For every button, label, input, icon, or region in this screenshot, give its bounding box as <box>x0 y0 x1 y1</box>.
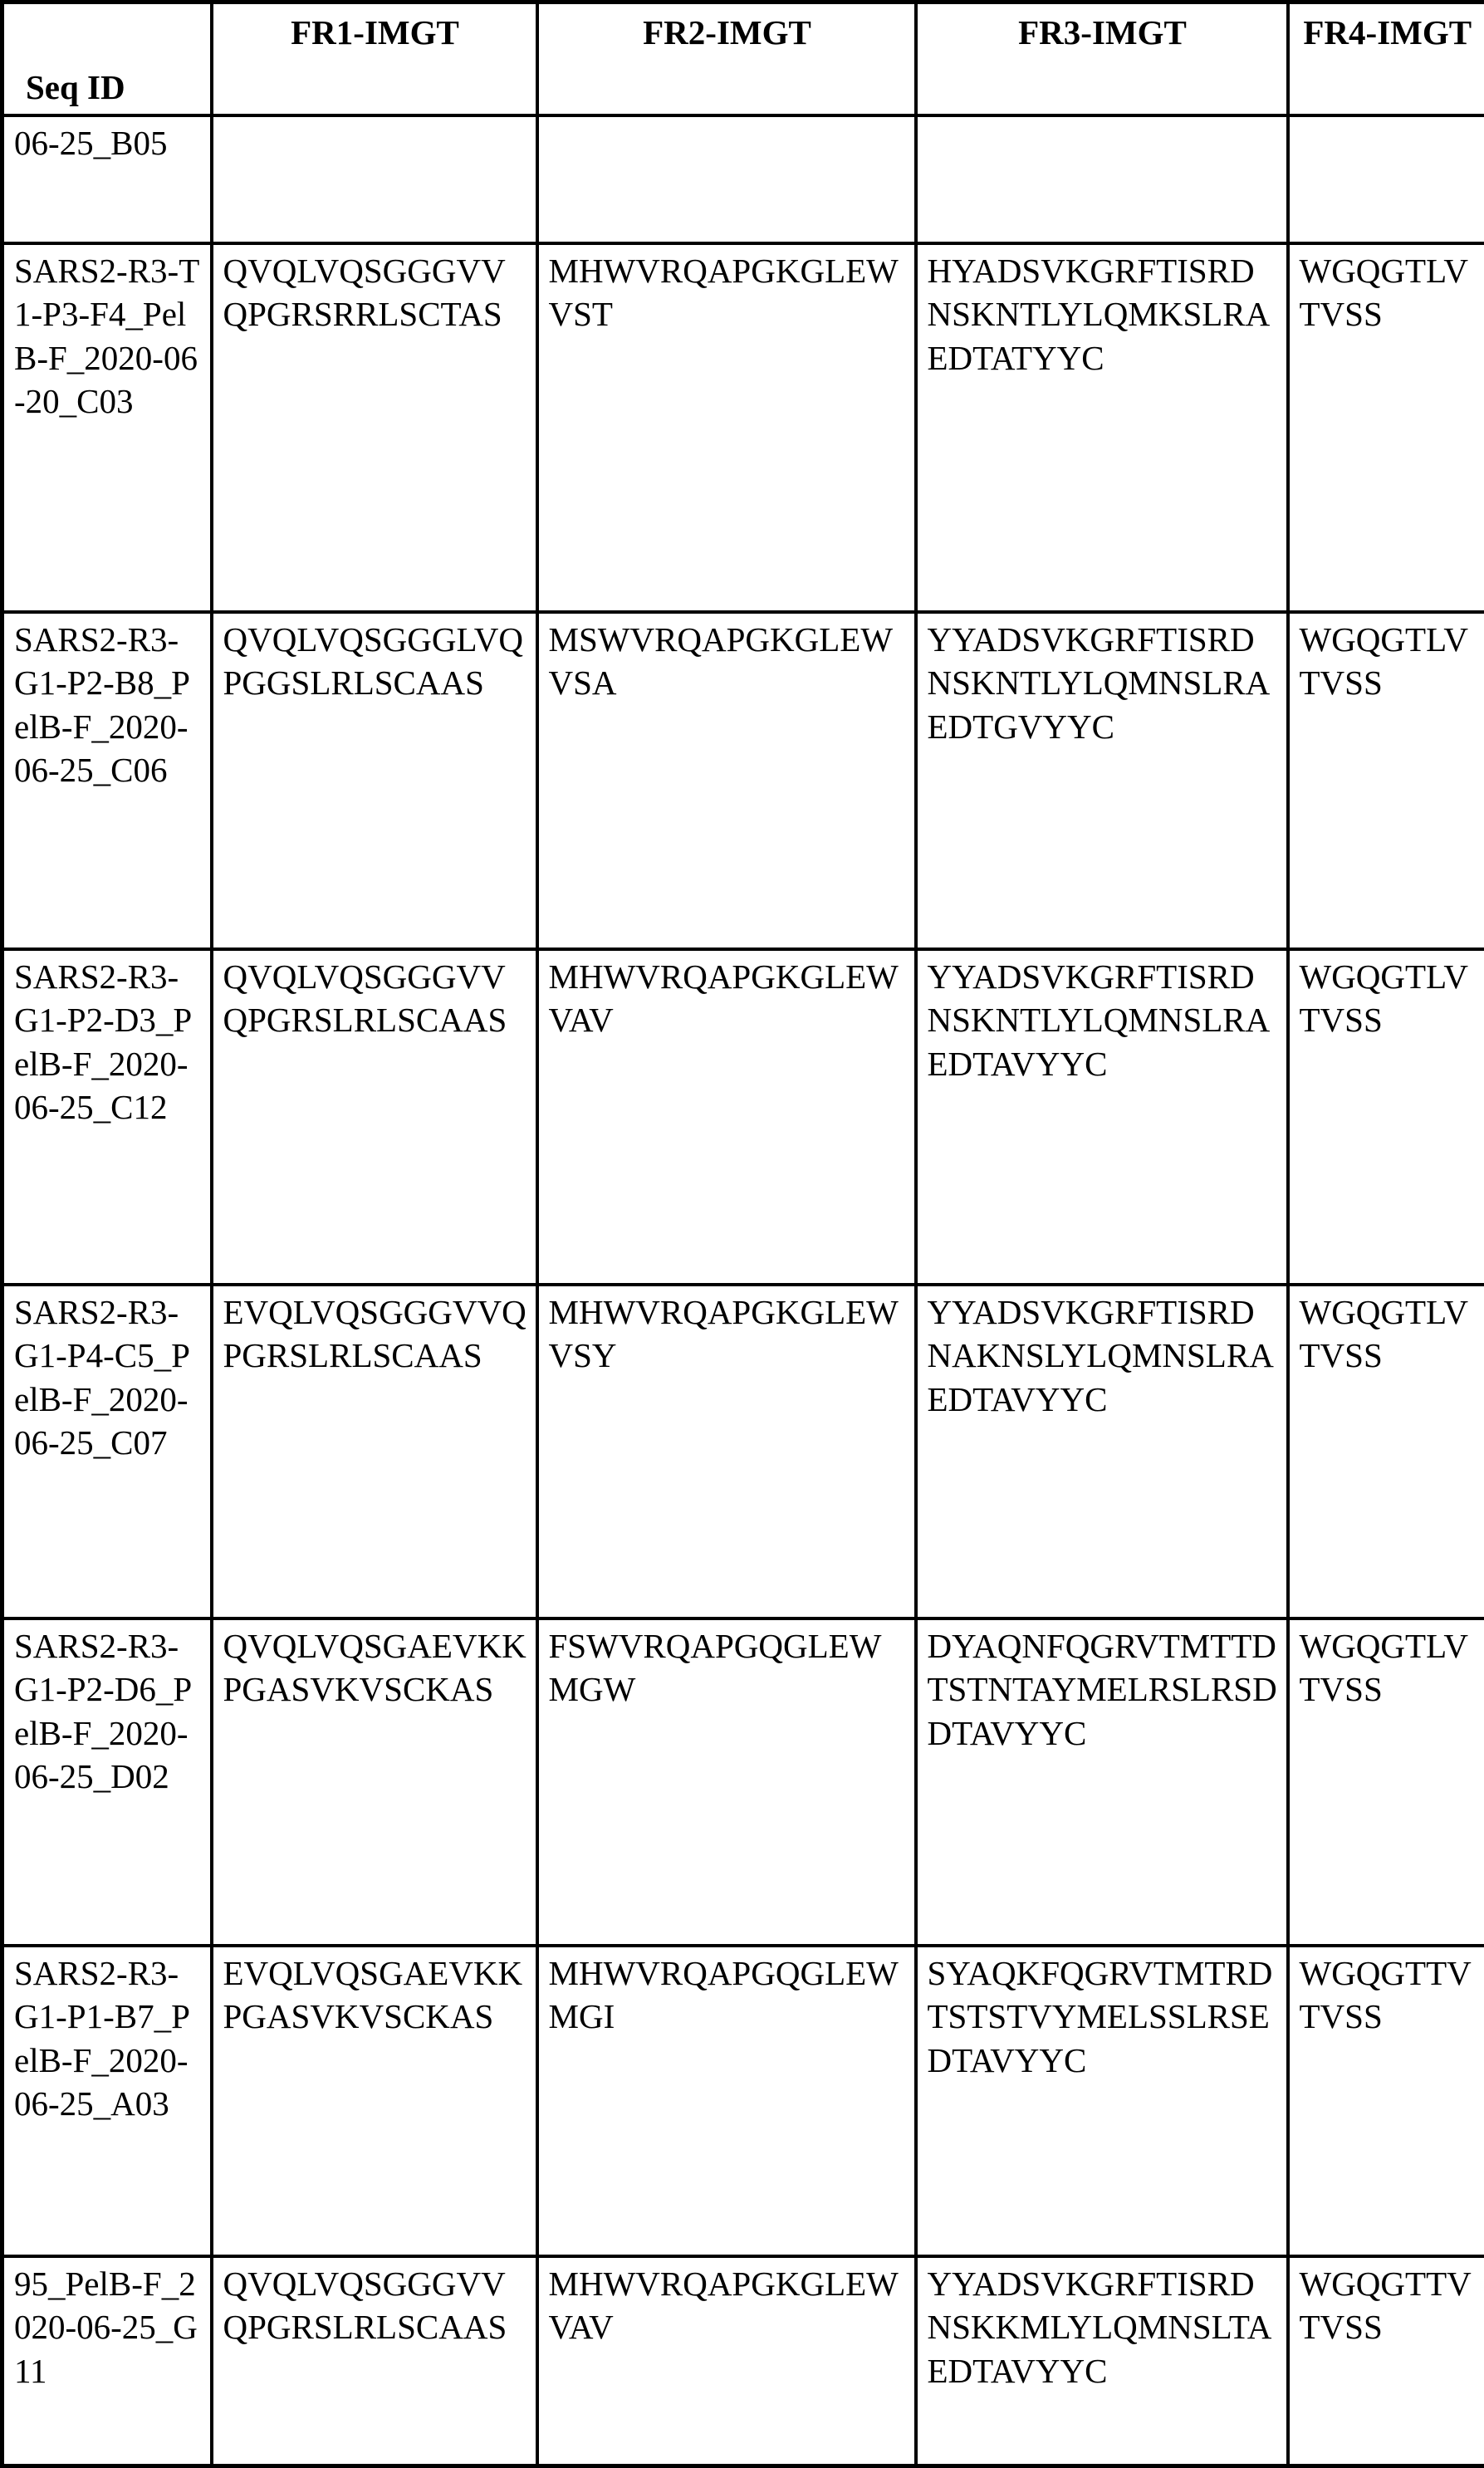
cell-fr4: WGQGTLVTVSS <box>1288 949 1484 1285</box>
cell-fr3: YYADSVKGRFTISRDNSKKMLYLQMNSLTAEDTAVYYC <box>916 2256 1288 2466</box>
cell-seq-id: SARS2-R3-G1-P2-D3_PelB-F_2020-06-25_C12 <box>2 949 212 1285</box>
cell-fr1: QVQLVQSGGGLVQPGGSLRLSCAAS <box>212 612 537 949</box>
column-header-fr4-imgt: FR4-IMGT <box>1288 2 1484 116</box>
cell-fr2: MSWVRQAPGKGLEWVSA <box>537 612 916 949</box>
cell-fr1 <box>212 115 537 243</box>
cell-fr2: MHWVRQAPGKGLEWVST <box>537 243 916 612</box>
cell-seq-id: SARS2-R3-G1-P2-B8_PelB-F_2020-06-25_C06 <box>2 612 212 949</box>
cell-fr2 <box>537 115 916 243</box>
table-row <box>2 115 1484 243</box>
cell-fr4: WGQGTLVTVSS <box>1288 1285 1484 1618</box>
table-row <box>2 2256 1484 2466</box>
table-row <box>2 612 1484 949</box>
cell-fr3: YYADSVKGRFTISRDNSKNTLYLQMNSLRAEDTGVYYC <box>916 612 1288 949</box>
cell-seq-id: SARS2-R3-G1-P4-C5_PelB-F_2020-06-25_C07 <box>2 1285 212 1618</box>
column-header-fr1-imgt: FR1-IMGT <box>212 2 537 116</box>
table-row <box>2 1285 1484 1618</box>
cell-fr2: MHWVRQAPGKGLEWVAV <box>537 949 916 1285</box>
cell-fr3 <box>916 115 1288 243</box>
cell-fr1: EVQLVQSGAEVKKPGASVKVSCKAS <box>212 1946 537 2256</box>
cell-fr4: WGQGTLVTVSS <box>1288 612 1484 949</box>
cell-fr2: MHWVRQAPGKGLEWVAV <box>537 2256 916 2466</box>
column-header-seq-id: Seq ID <box>2 2 212 116</box>
column-header-fr2-imgt: FR2-IMGT <box>537 2 916 116</box>
cell-fr4: WGQGTTVTVSS <box>1288 2256 1484 2466</box>
cell-fr1: QVQLVQSGGGVVQPGRSLRLSCAAS <box>212 949 537 1285</box>
table-header <box>2 2 1484 116</box>
cell-fr1: QVQLVQSGGGVVQPGRSLRLSCAAS <box>212 2256 537 2466</box>
cell-fr3: YYADSVKGRFTISRDNAKNSLYLQMNSLRAEDTAVYYC <box>916 1285 1288 1618</box>
table-row <box>2 1946 1484 2256</box>
cell-fr1: QVQLVQSGGGVVQPGRSRRLSCTAS <box>212 243 537 612</box>
cell-seq-id: 95_PelB-F_2020-06-25_G11 <box>2 2256 212 2466</box>
cell-fr3: YYADSVKGRFTISRDNSKNTLYLQMNSLRAEDTAVYYC <box>916 949 1288 1285</box>
cell-seq-id: SARS2-R3-G1-P1-B7_PelB-F_2020-06-25_A03 <box>2 1946 212 2256</box>
cell-fr4: WGQGTLVTVSS <box>1288 1618 1484 1946</box>
table-row <box>2 243 1484 612</box>
cell-fr4: WGQGTLVTVSS <box>1288 243 1484 612</box>
cell-fr3: SYAQKFQGRVTMTRDTSTSTVYMELSSLRSEDTAVYYC <box>916 1946 1288 2256</box>
column-header-fr3-imgt: FR3-IMGT <box>916 2 1288 116</box>
table-row <box>2 949 1484 1285</box>
cell-fr2: MHWVRQAPGKGLEWVSY <box>537 1285 916 1618</box>
cell-fr1: EVQLVQSGGGVVQPGRSLRLSCAAS <box>212 1285 537 1618</box>
cell-fr2: FSWVRQAPGQGLEWMGW <box>537 1618 916 1946</box>
table-body <box>2 115 1484 2466</box>
table-row <box>2 1618 1484 1946</box>
cell-fr4 <box>1288 115 1484 243</box>
cell-fr3: HYADSVKGRFTISRDNSKNTLYLQMKSLRAEDTATYYC <box>916 243 1288 612</box>
cell-seq-id: SARS2-R3-T1-P3-F4_PelB-F_2020-06-20_C03 <box>2 243 212 612</box>
cell-fr4: WGQGTTVTVSS <box>1288 1946 1484 2256</box>
cell-fr2: MHWVRQAPGQGLEWMGI <box>537 1946 916 2256</box>
cell-seq-id: 06-25_B05 <box>2 115 212 243</box>
cell-fr3: DYAQNFQGRVTMTTDTSTNTAYMELRSLRSDDTAVYYC <box>916 1618 1288 1946</box>
cell-fr1: QVQLVQSGAEVKKPGASVKVSCKAS <box>212 1618 537 1946</box>
cell-seq-id: SARS2-R3-G1-P2-D6_PelB-F_2020-06-25_D02 <box>2 1618 212 1946</box>
table-header-row <box>2 2 1484 116</box>
